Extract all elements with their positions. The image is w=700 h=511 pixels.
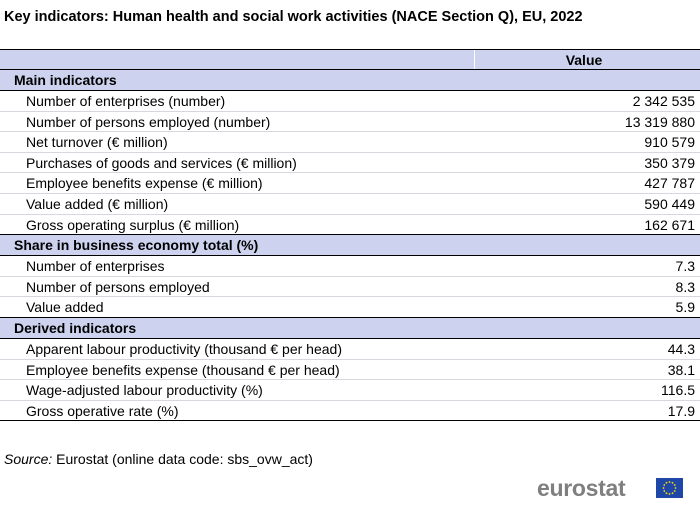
table-row: Value added (€ million) 590 449 <box>0 194 700 215</box>
eu-star-icon <box>672 492 674 494</box>
table-row: Number of enterprises 7.3 <box>0 256 700 277</box>
eu-star-icon <box>672 482 674 484</box>
source-note: Source: Eurostat (online data code: sbs_ovw_act) <box>4 451 313 467</box>
value-column-header: Value <box>565 52 603 68</box>
eu-star-icon <box>675 487 677 489</box>
eu-star-icon <box>663 490 665 492</box>
table-row: Gross operating surplus (€ million) 162 671 <box>0 215 700 236</box>
section-header: Share in business economy total (%) <box>0 235 700 256</box>
eu-star-icon <box>669 493 671 495</box>
table-row: Number of persons employed (number) 13 319 880 <box>0 112 700 133</box>
table-row: Value added 5.9 <box>0 297 700 318</box>
table-row: Employee benefits expense (€ million) 427 787 <box>0 173 700 194</box>
eu-star-icon <box>674 490 676 492</box>
table-row: Number of enterprises (number) 2 342 535 <box>0 91 700 112</box>
eu-flag-icon <box>656 478 683 498</box>
table-row: Employee benefits expense (thousand € per head) 38.1 <box>0 360 700 381</box>
table-row: Number of persons employed 8.3 <box>0 277 700 298</box>
table-row: Gross operative rate (%) 17.9 <box>0 401 700 422</box>
eu-star-icon <box>663 487 665 489</box>
table-row: Purchases of goods and services (€ million) 350 379 <box>0 153 700 174</box>
eu-star-icon <box>674 484 676 486</box>
eu-star-icon <box>669 481 671 483</box>
logo-wordmark: eurostat <box>537 475 626 501</box>
table-row: Net turnover (€ million) 910 579 <box>0 132 700 153</box>
eu-star-icon <box>666 492 668 494</box>
indicators-table <box>0 49 700 421</box>
table-row: Wage-adjusted labour productivity (%) 116.5 <box>0 380 700 401</box>
eu-star-icon <box>666 482 668 484</box>
section-header: Main indicators <box>0 70 700 91</box>
table-header <box>0 49 700 70</box>
section-header: Derived indicators <box>0 318 700 339</box>
table-row: Apparent labour productivity (thousand € per head) 44.3 <box>0 339 700 360</box>
table-title: Key indicators: Human health and social work activities (NACE Section Q), EU, 2022 <box>4 9 583 25</box>
eu-star-icon <box>663 484 665 486</box>
